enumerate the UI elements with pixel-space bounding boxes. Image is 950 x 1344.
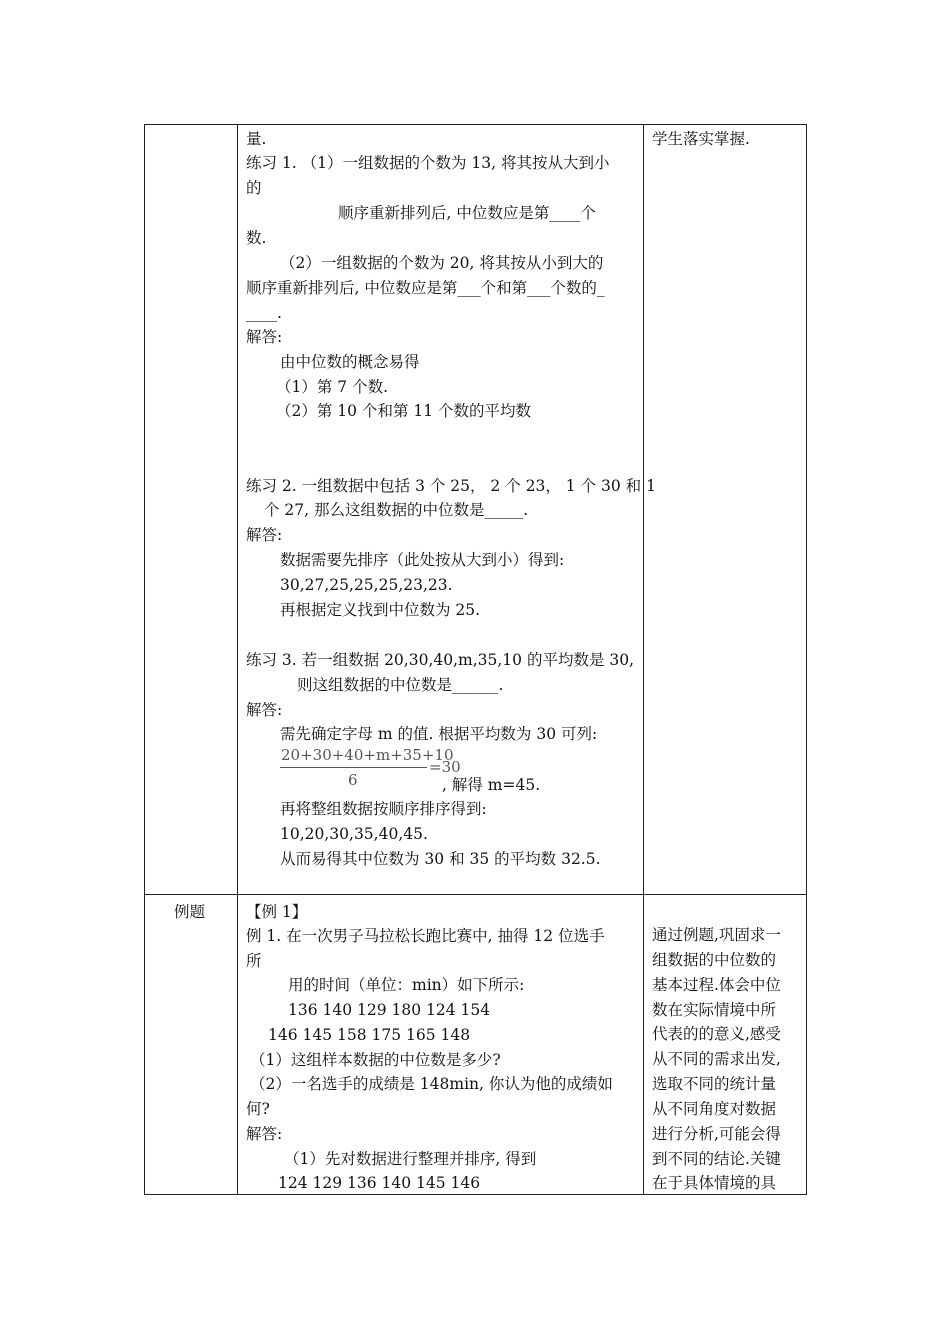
answer-label: 解答: <box>246 526 283 544</box>
right-note-line: 代表的的意义,感受 <box>652 1025 781 1043</box>
right-note-line: 从不同的需求出发, <box>652 1050 781 1068</box>
column-divider-2 <box>643 125 644 1194</box>
text-line: 则这组数据的中位数是______. <box>297 676 504 694</box>
text-line: 数. <box>246 229 267 247</box>
example-heading: 【例 1】 <box>246 903 308 921</box>
fraction-numerator: 20+30+40+m+35+10 <box>281 746 454 764</box>
text-line: （1）第 7 个数. <box>276 378 389 396</box>
column-divider-1 <box>237 125 238 1194</box>
text-line: 需先确定字母 m 的值. 根据平均数为 30 可列: <box>280 725 598 743</box>
exercise-3-heading: 练习 3. 若一组数据 20,30,40,m,35,10 的平均数是 30, <box>246 651 635 669</box>
text-line: 的 <box>246 179 262 197</box>
fraction-denominator: 6 <box>348 771 358 789</box>
right-note: 学生落实掌握. <box>652 130 750 148</box>
text-line: （2）一组数据的个数为 20, 将其按从小到大的 <box>280 254 604 272</box>
right-note-line: 选取不同的统计量 <box>652 1075 777 1093</box>
text-line: ____. <box>246 304 282 322</box>
right-note-line: 进行分析,可能会得 <box>652 1125 781 1143</box>
right-note-line: 数在实际情境中所 <box>652 1001 777 1019</box>
text-line: 所 <box>246 952 262 970</box>
question-2: （2）一名选手的成绩是 148min, 你认为他的成绩如 <box>250 1075 613 1093</box>
text-line: 从而易得其中位数为 30 和 35 的平均数 32.5. <box>280 850 601 868</box>
row-divider <box>145 894 806 895</box>
text-line: 由中位数的概念易得 <box>280 353 420 371</box>
exercise-1-heading: 练习 1. （1）一组数据的个数为 13, 将其按从大到小 <box>246 154 610 172</box>
text-line: 30,27,25,25,25,23,23. <box>280 576 453 594</box>
data-row: 146 145 158 175 165 148 <box>268 1026 471 1044</box>
answer-label: 解答: <box>246 328 283 346</box>
fraction-bar <box>280 767 427 768</box>
data-row: 136 140 129 180 124 154 <box>288 1001 491 1019</box>
text-line: （2）第 10 个和第 11 个数的平均数 <box>276 402 532 420</box>
text-line: （1）先对数据进行整理并排序, 得到 <box>284 1150 537 1168</box>
right-note-line: 基本过程.体会中位 <box>652 976 781 994</box>
exercise-2-heading: 练习 2. 一组数据中包括 3 个 25， 2 个 23， 1 个 30 和 1 <box>246 477 656 495</box>
text-line: 例 1. 在一次男子马拉松长跑比赛中, 抽得 12 位选手 <box>246 927 605 945</box>
text-line: 顺序重新排列后, 中位数应是第___个和第___个数的_ <box>246 279 605 297</box>
text-line: , 解得 m=45. <box>442 776 541 794</box>
right-note-line: 组数据的中位数的 <box>652 951 777 969</box>
text-line: 再根据定义找到中位数为 25. <box>280 601 481 619</box>
answer-label: 解答: <box>246 701 283 719</box>
data-row: 124 129 136 140 145 146 <box>278 1174 481 1192</box>
text-line: 数据需要先排序（此处按从大到小）得到: <box>280 551 565 569</box>
answer-label: 解答: <box>246 1125 283 1143</box>
text-line: 量. <box>246 130 267 148</box>
question-1: （1）这组样本数据的中位数是多少? <box>250 1051 501 1069</box>
right-note-line: 从不同角度对数据 <box>652 1100 777 1118</box>
right-note-line: 通过例题,巩固求一 <box>652 926 781 944</box>
text-line: 何? <box>246 1100 270 1118</box>
text-line: 用的时间（单位：min）如下所示: <box>288 976 525 994</box>
right-note-line: 在于具体情境的具 <box>652 1174 777 1192</box>
fraction-equals: =30 <box>429 758 461 776</box>
text-line: 个 27, 那么这组数据的中位数是_____. <box>264 501 529 519</box>
right-note-line: 到不同的结论.关键 <box>652 1150 781 1168</box>
text-line: 顺序重新排列后, 中位数应是第____个 <box>338 204 596 222</box>
text-line: 10,20,30,35,40,45. <box>280 825 428 843</box>
text-line: 再将整组数据按顺序排序得到: <box>280 800 487 818</box>
row-label-example: 例题 <box>174 903 206 921</box>
